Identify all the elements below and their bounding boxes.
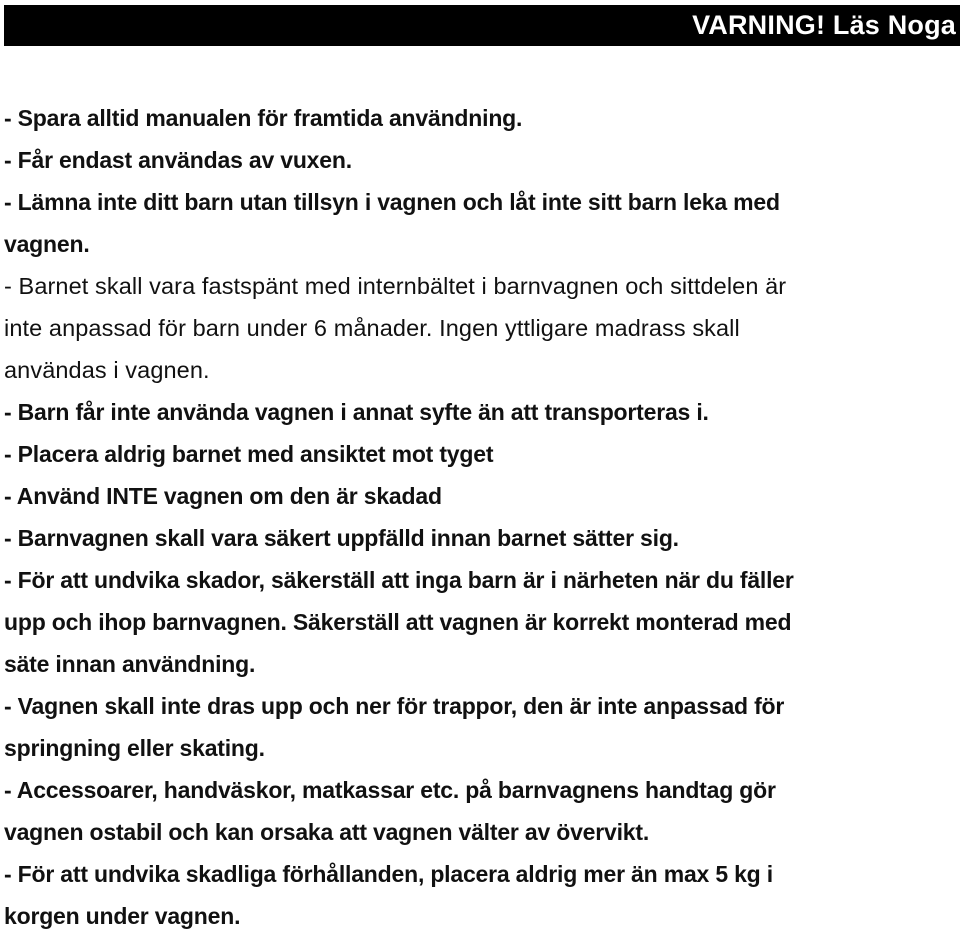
warning-line: användas i vagnen. [4,357,210,383]
warning-line: - Lämna inte ditt barn utan tillsyn i vagnen och låt inte sitt barn leka med [4,189,780,215]
warning-line: vagnen ostabil och kan orsaka att vagnen välter av övervikt. [4,819,650,845]
warning-line: säte innan användning. [4,651,256,677]
warning-line: - Använd INTE vagnen om den är skadad [4,483,442,509]
warning-line: - Vagnen skall inte dras upp och ner för trappor, den är inte anpassad för [4,693,785,719]
warning-line: - Placera aldrig barnet med ansiktet mot tyget [4,441,494,467]
warning-header-bar [4,5,960,46]
warning-line: upp och ihop barnvagnen. Säkerställ att vagnen är korrekt monterad med [4,609,792,635]
warning-line: - För att undvika skador, säkerställ att inga barn är i närheten när du fäller [4,567,794,593]
warning-line: vagnen. [4,231,90,257]
warning-line: inte anpassad för barn under 6 månader. Ingen yttligare madrass skall [4,315,740,341]
warning-line: korgen under vagnen. [4,903,241,929]
warning-line: - För att undvika skadliga förhållanden, placera aldrig mer än max 5 kg i [4,861,773,887]
warning-text-block [4,97,944,937]
warning-line: springning eller skating. [4,735,265,761]
warning-line: - Barn får inte använda vagnen i annat syfte än att transporteras i. [4,399,709,425]
warning-line: - Får endast användas av vuxen. [4,147,352,173]
warning-title: VARNING! Läs Noga [692,10,956,40]
warning-line: - Barnvagnen skall vara säkert uppfälld innan barnet sätter sig. [4,525,679,551]
warning-line: - Barnet skall vara fastspänt med internbältet i barnvagnen och sittdelen är [4,273,787,299]
warning-line: - Accessoarer, handväskor, matkassar etc. på barnvagnens handtag gör [4,777,776,803]
warning-line: - Spara alltid manualen för framtida användning. [4,105,523,131]
